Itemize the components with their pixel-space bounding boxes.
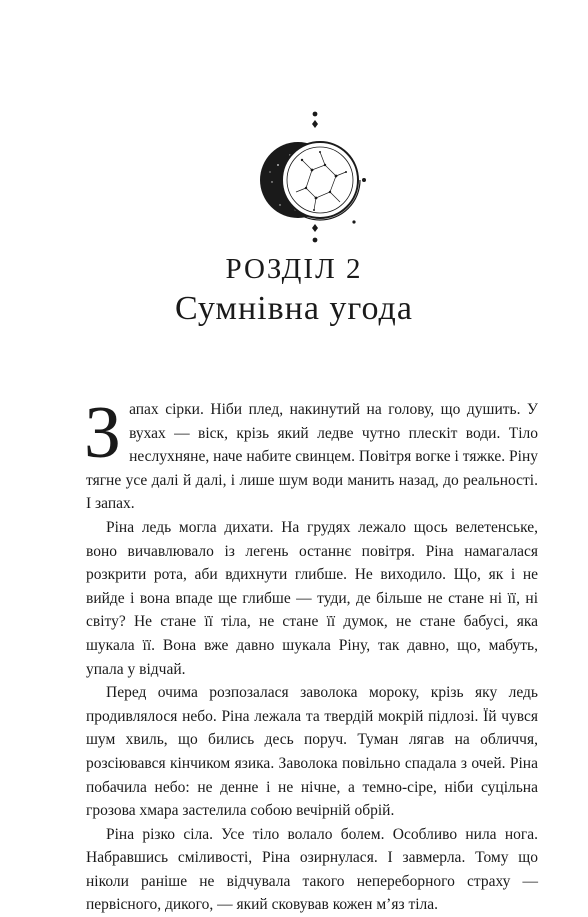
chapter-number: РОЗДІЛ 2 — [225, 253, 363, 285]
paragraph-2: Ріна ледь могла дихати. На грудях лежало щось велетенське, воно вичавлювало із легень останнє повітря. Ріна намагалася розкрити рота, аби вдихнути глибше. Не виходило. Що, як і не вийде і вона впаде ще глибше — туди, де більше не стане ні її, ні світу? Не стане її тіла, не стане її думок, не стане бабусі, яка шукала її. Вона вже давно шукала Ріну, так давно, що, мабуть, упала у відчай. — [86, 518, 538, 678]
paragraph-1 — [84, 392, 538, 516]
paragraph-3: Перед очима розпозалася заволока мороку, крізь яку ледь продивлялося небо. Ріна лежала та твердій мокрій підлозі. Їй чувся шум хвиль, що бились десь поруч. Туман лягав на обличчя, розсіювався кінчиком язика. Заволока повільно спадала з очей. Ріна побачила небо: не денне і не нічне, а темно-сіре, ніби суцільна грозова хмара застелила собою вечірній обрій. — [86, 684, 538, 820]
chapter-body — [84, 392, 538, 917]
paragraph-1-text: апах сірки. Ніби плед, накинутий на голову, що душить. У вухах — віск, крізь який ледве чутно плескіт води. Тіло неслухняне, наче набите свинцем. Повітря вогке і тяжке. Ріну тягне усе далі й далі, і лише шум води манить назад, до реальності. І запах. — [86, 401, 538, 513]
moon-globe-emblem-icon — [250, 110, 380, 250]
chapter-title: Сумнівна угода — [175, 290, 413, 327]
drop-cap: З — [84, 392, 122, 474]
paragraph-4: Ріна різко сіла. Усе тіло волало болем. Особливо нила нога. Набравшись сміливості, Ріна озирнулася. І завмерла. Тому що ніколи раніше не відчувала такого непереборного страху — первісного, дикого, — який сковував кожен м’яз тіла. — [86, 825, 538, 914]
